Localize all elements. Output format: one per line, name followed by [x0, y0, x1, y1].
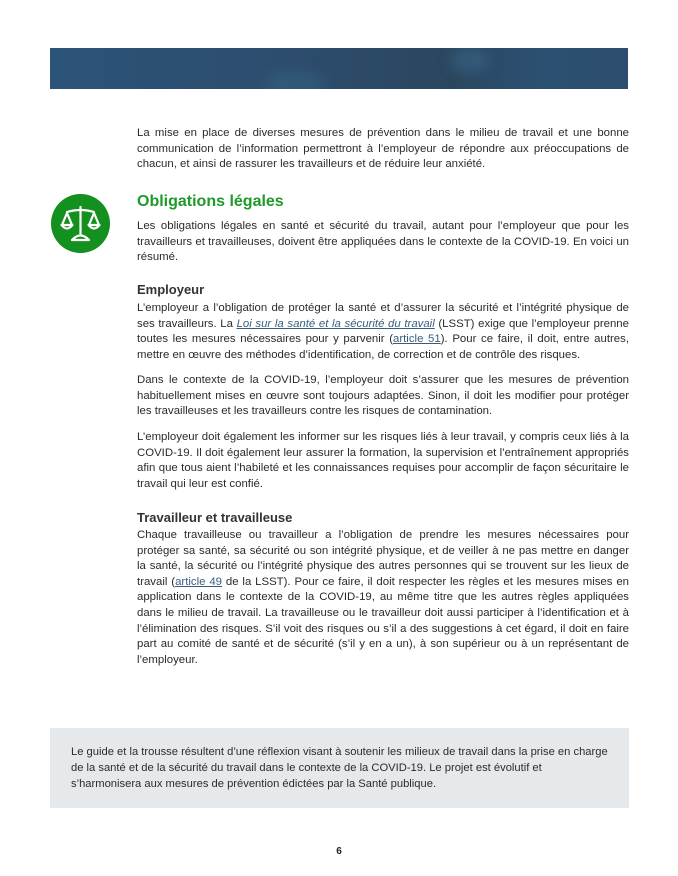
travailleur-heading: Travailleur et travailleuse: [137, 510, 293, 525]
info-note-box: [50, 728, 629, 808]
employeur-heading: Employeur: [137, 282, 205, 297]
banner-decoration: [450, 48, 490, 73]
header-banner-image: [50, 48, 628, 89]
intro-paragraph: La mise en place de diverses mesures de prévention dans le milieu de travail et une bonne communication de l’information permettront à l’employeur de répondre aux préoccupations de chacun, et ainsi de rassurer les travailleurs et de réduire leur anxiété.: [137, 127, 629, 171]
text-run: ). Pour ce faire, il doit, entre autres, mettre en œuvre des méthodes d’identification, de correction et de contrôle des risques.: [137, 333, 629, 361]
page-number: 6: [336, 846, 342, 857]
scales-of-justice-icon: [51, 194, 110, 253]
note-text: Le guide et la trousse résultent d’une réflexion visant à soutenir les milieux de travail dans la prise en charge de la santé et de la sécurité du travail dans le contexte de la COVID-19. Le projet est évolutif et s’harmonisera aux mesures de prévention édictées par la Santé publique.: [71, 746, 608, 790]
article-49-link[interactable]: article 49: [175, 575, 222, 588]
text-run: de la LSST). Pour ce faire, il doit respecter les règles et les mesures mises en application dans le contexte de la COVID-19, au même titre que les autres règles appliquées dans le milieu de travail. La travailleuse ou le travailleur doit aussi participer à l’identification et à l’élimination des risques. S’il voit des risques ou s’il a des suggestions à cet égard, il doit en faire part au comité de santé et de sécurité (s’il y en a un), à son supérieur ou à un représentant de l’employeur.: [137, 575, 629, 666]
lsst-law-link[interactable]: Loi sur la santé et la sécurité du travail: [236, 317, 435, 330]
banner-decoration: [265, 70, 325, 89]
section-intro: Les obligations légales en santé et sécurité du travail, autant pour l’employeur que pour les travailleurs et travailleuses, doivent être appliquées dans le contexte de la COVID-19. En voici un résumé.: [137, 220, 629, 264]
travailleur-paragraph: [137, 528, 629, 668]
text-run: Chaque travailleuse ou travailleur a l’obligation de prendre les mesures nécessaires pour protéger sa santé, sa sécurité ou son intégrité physique, et de veiller à ne pas mettre en danger la santé, la sécurité ou l’intégrité physique des autres personnes qui se trouvent sur les lieux de travail (: [137, 529, 629, 588]
section-title: Obligations légales: [137, 193, 284, 210]
employeur-paragraph-3: L’employeur doit également les informer sur les risques liés à leur travail, y compris ceux liés à la COVID-19. Il doit également leur assurer la formation, la supervision et l’entraînement appropriés afin que tous aient l’habileté et les connaissances requises pour accomplir de façon sécuritaire le travail qui leur est confié.: [137, 431, 629, 490]
article-51-link[interactable]: article 51: [393, 333, 441, 346]
text-run: (LSST) exige que l’employeur prenne toutes les mesures nécessaires pour y parvenir (: [137, 317, 629, 346]
text-run: L’employeur a l’obligation de protéger la santé et d’assurer la sécurité et l’intégrité physique de ses travailleurs. La: [137, 302, 629, 330]
employeur-paragraph-1: [137, 301, 629, 363]
employeur-paragraph-2: Dans le contexte de la COVID-19, l’employeur doit s’assurer que les mesures de prévention habituellement mises en œuvre sont toujours adaptées. Sinon, il doit les modifier pour protéger les travailleuses et les travailleurs contre les risques de contamination.: [137, 374, 629, 418]
